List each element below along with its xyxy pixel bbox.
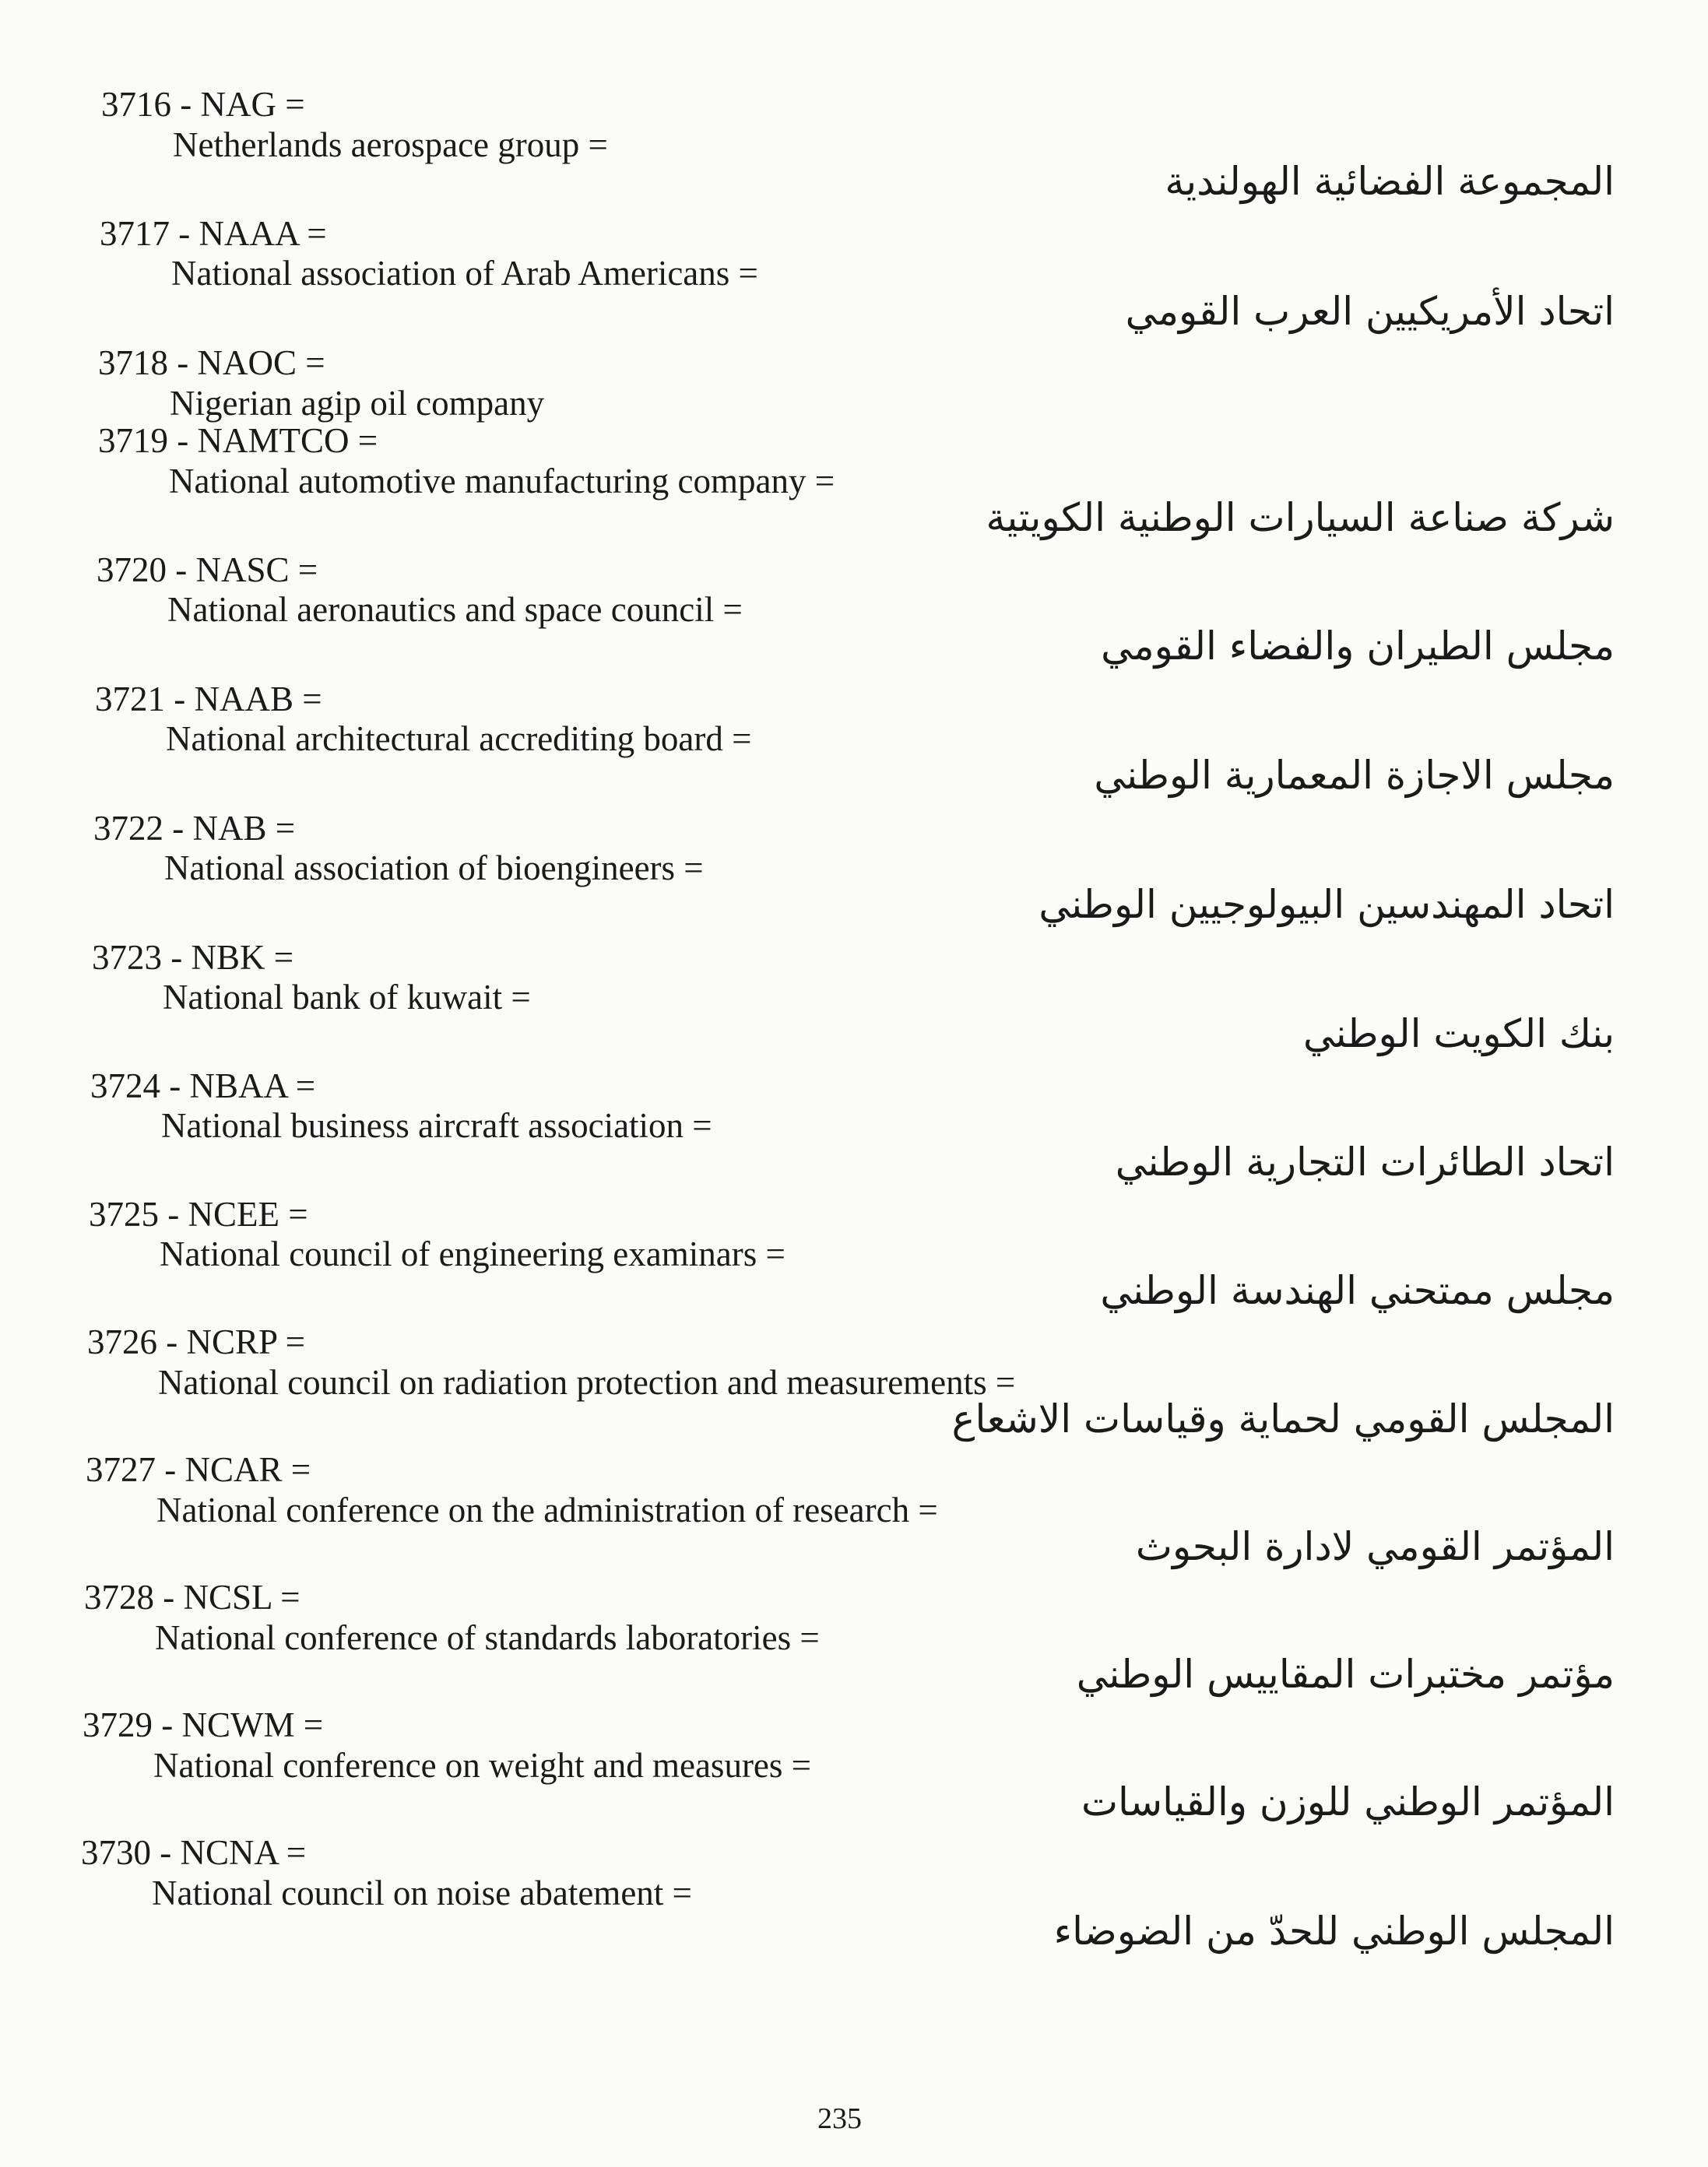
entry-code: 3729 - NCWM = [83,1705,324,1744]
entry-code: 3719 - NAMTCO = [98,421,378,460]
entry-english: National conference of standards laboratories = [155,1618,820,1657]
entry-english: Netherlands aerospace group = [173,125,608,164]
entry-code: 3716 - NAG = [101,85,305,124]
entry-arabic: مجلس الاجازة المعمارية الوطني [1094,753,1615,798]
entry-code: 3728 - NCSL = [84,1578,300,1617]
entry-arabic: اتحاد الأمريكيين العرب القومي [1125,289,1615,334]
entry-code: 3727 - NCAR = [86,1450,311,1489]
entry-code: 3730 - NCNA = [81,1833,307,1872]
entry-code: 3724 - NBAA = [90,1066,316,1105]
entry-arabic: اتحاد المهندسين البيولوجيين الوطني [1039,882,1615,927]
entry-code: 3722 - NAB = [93,809,296,848]
entry-arabic: المؤتمر الوطني للوزن والقياسات [1081,1779,1615,1825]
entry-arabic: بنك الكويت الوطني [1302,1011,1615,1056]
entry-english: National aeronautics and space council = [167,590,743,629]
entry-arabic: مجلس الطيران والفضاء القومي [1101,623,1615,669]
entry-arabic: المجلس القومي لحماية وقياسات الاشعاع [951,1396,1615,1442]
entry-arabic: المؤتمر القومي لادارة البحوث [1135,1524,1615,1569]
entry-code: 3721 - NAAB = [95,680,322,718]
entry-code: 3726 - NCRP = [87,1322,305,1361]
entry-english: National council of engineering examinars = [160,1235,785,1273]
entry-code: 3723 - NBK = [92,938,294,977]
entry-code: 3725 - NCEE = [89,1195,308,1234]
entry-code: 3718 - NAOC = [98,343,325,382]
entry-english: National conference on the administration of research = [156,1491,938,1530]
entry-english: National council on noise abatement = [152,1874,692,1912]
entry-code: 3720 - NASC = [97,550,318,589]
entry-english: National business aircraft association = [161,1106,712,1145]
entry-english: National council on radiation protection and measurements = [158,1363,1016,1402]
entry-english: National automotive manufacturing company = [169,462,835,500]
entry-arabic: شركة صناعة السيارات الوطنية الكويتية [986,495,1615,540]
entry-arabic: المجلس الوطني للحدّ من الضوضاء [1053,1909,1615,1954]
entry-english: National architectural accrediting board = [166,719,752,758]
entry-english: Nigerian agip oil company [170,384,545,423]
entry-english: National bank of kuwait = [163,978,531,1017]
entry-arabic: مؤتمر مختبرات المقاييس الوطني [1076,1652,1615,1697]
entry-arabic: اتحاد الطائرات التجارية الوطني [1115,1140,1615,1185]
entry-code: 3717 - NAAA = [100,214,327,253]
entry-english: National conference on weight and measures = [153,1746,812,1785]
entry-english: National association of bioengineers = [164,848,704,887]
page-number: 235 [817,2102,862,2135]
entry-english: National association of Arab Americans = [171,254,758,293]
entry-arabic: المجموعة الفضائية الهولندية [1165,159,1615,204]
entry-arabic: مجلس ممتحني الهندسة الوطني [1100,1268,1615,1313]
